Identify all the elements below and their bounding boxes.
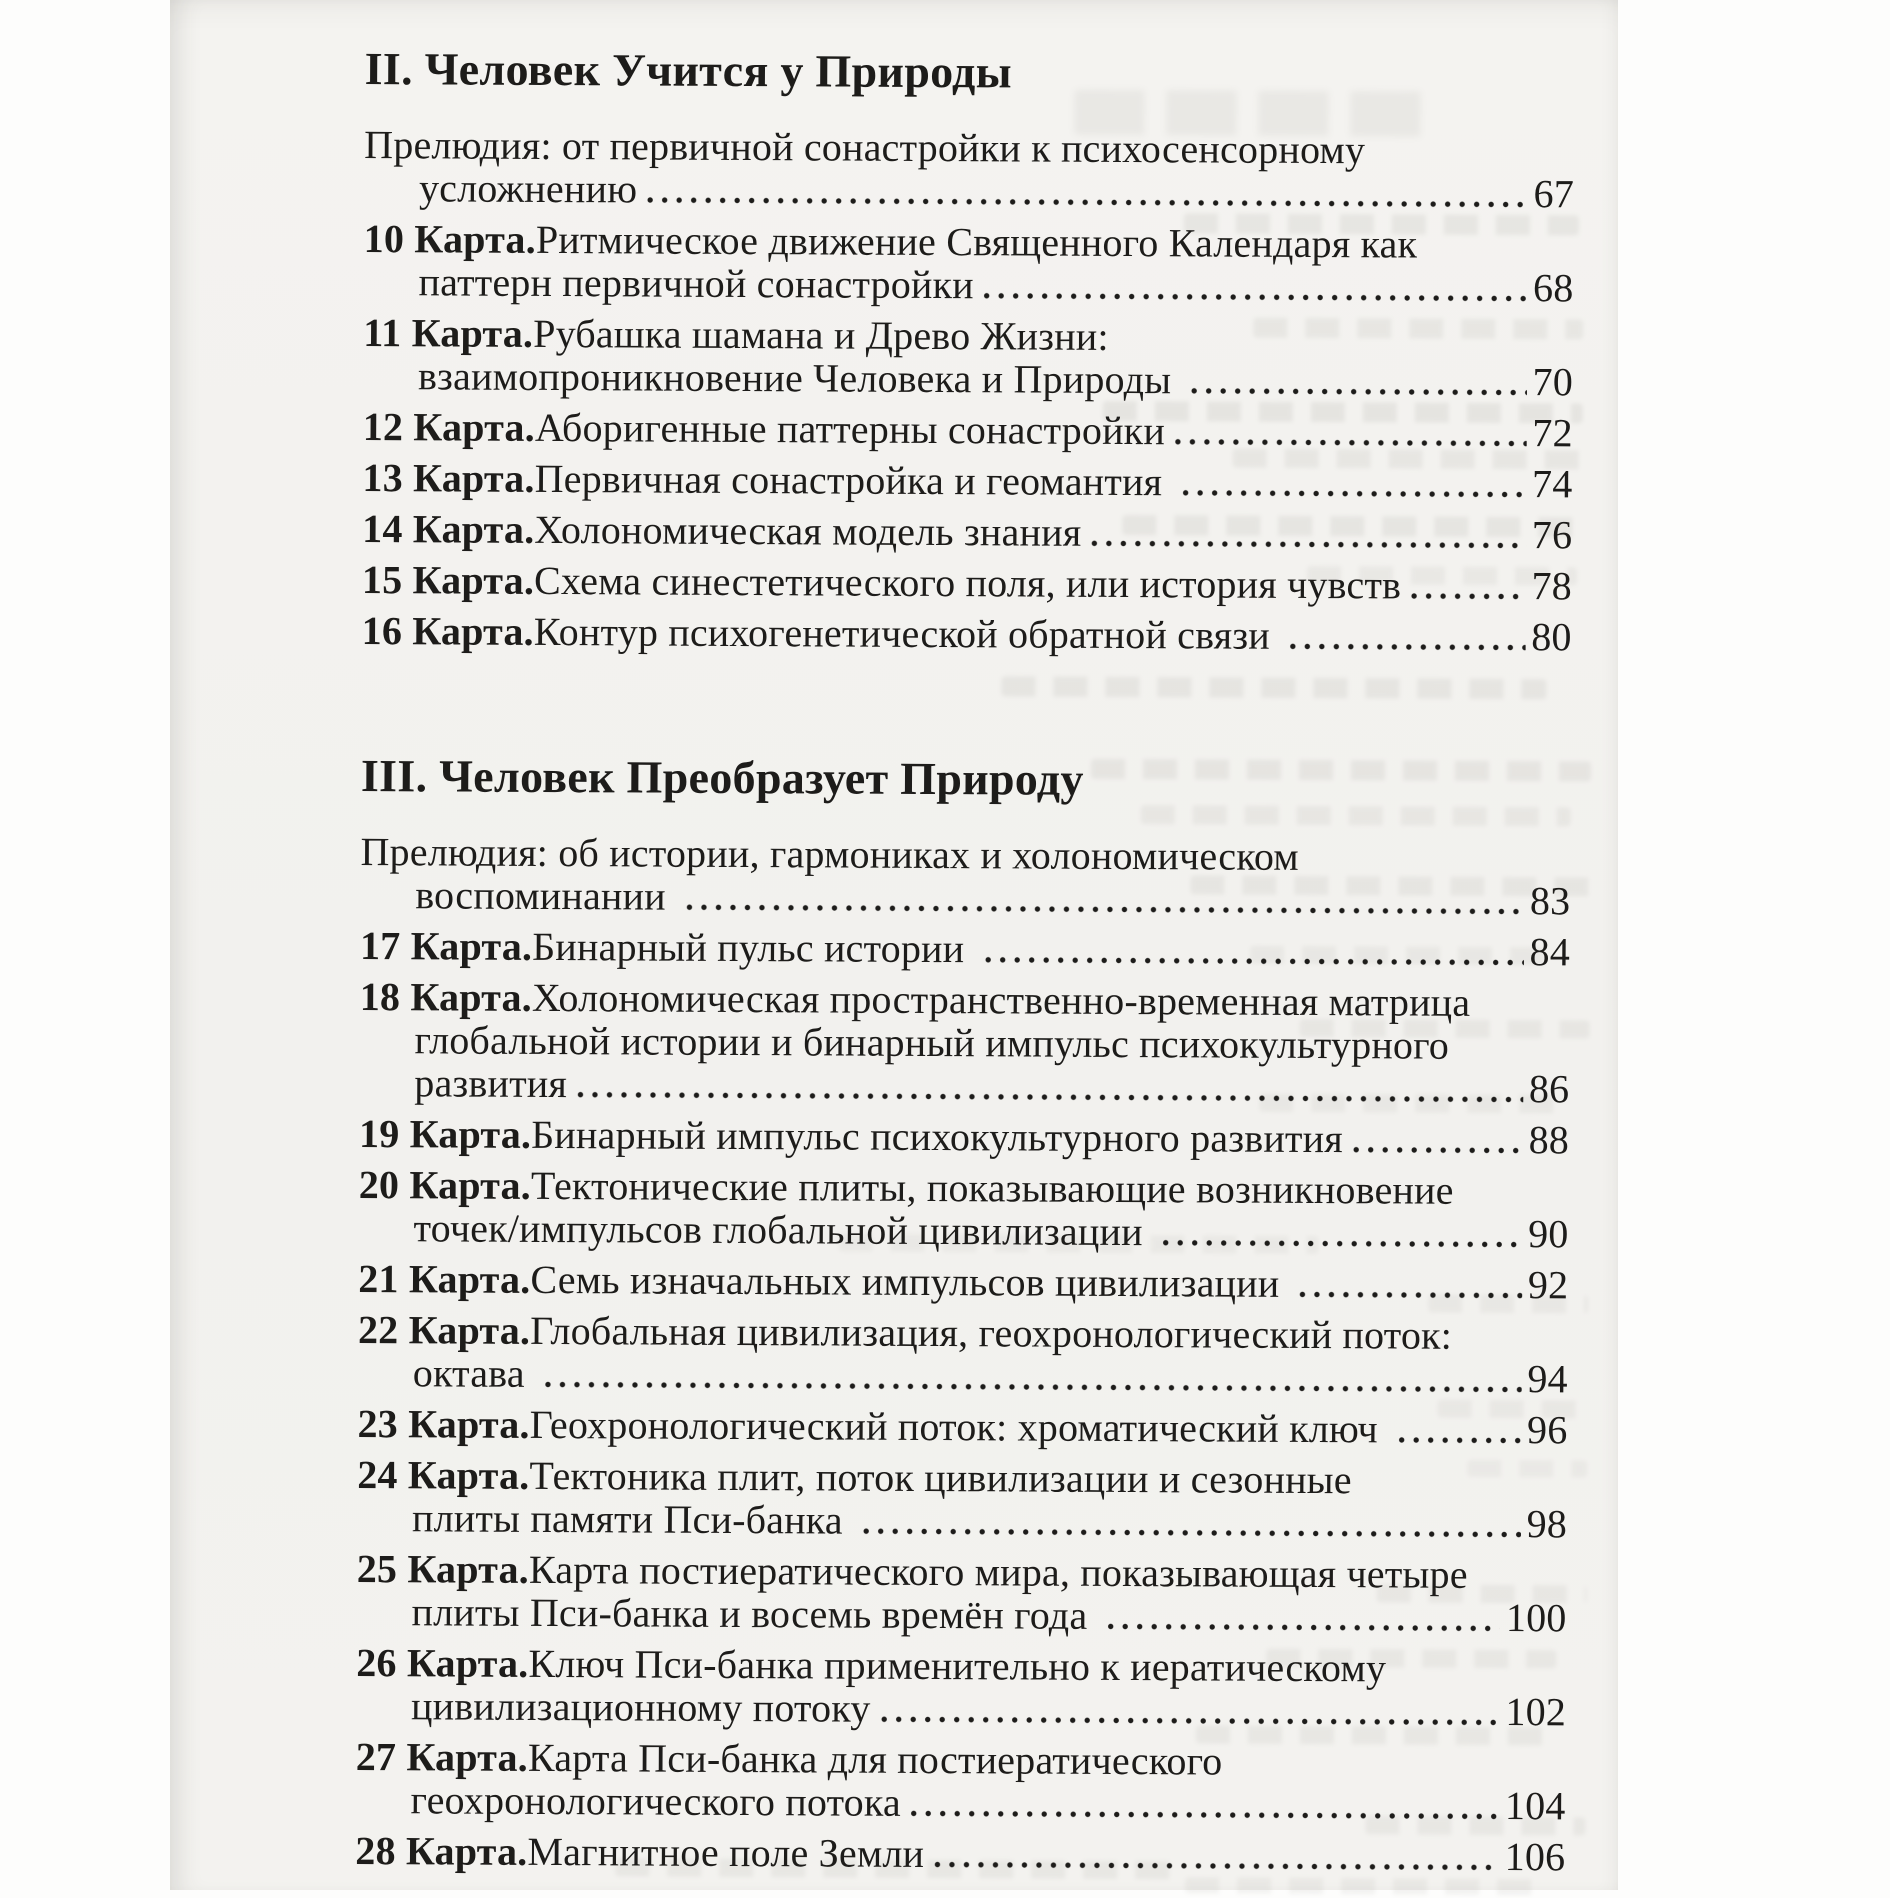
entry-number-label: 24 Карта. (357, 1452, 530, 1498)
toc-entry-line (362, 456, 1572, 505)
entry-title-text: Глобальная цивилизация, геохронологический поток: (530, 1307, 1453, 1358)
page-number: 102 (1505, 1689, 1567, 1735)
toc-entry (357, 1453, 1567, 1545)
entry-number-label: 14 Карта. (362, 506, 535, 552)
page-number: 86 (1528, 1066, 1570, 1112)
entry-number-label: 26 Карта. (356, 1639, 529, 1686)
entry-number-label: 13 Карта. (362, 455, 535, 501)
entry-title-text: паттерн первичной сонастройки (418, 259, 974, 308)
entry-title-text: Ритмическое движение Священного Календаря как (535, 216, 1418, 267)
toc-entry-line (355, 1778, 1565, 1827)
toc-entry-line (356, 1590, 1566, 1639)
dot-leader (1163, 1239, 1522, 1248)
page-number: 90 (1528, 1211, 1569, 1257)
bleed-through-layer (170, 0, 1618, 8)
toc-entry (359, 1112, 1569, 1161)
entry-title-text: Аборигенные паттерны сонастройки (534, 404, 1166, 454)
dot-leader (545, 1381, 1521, 1393)
entry-title-text: воспоминании (415, 872, 677, 919)
toc-entry-line (363, 260, 1573, 309)
toc-entry (359, 975, 1570, 1110)
toc-entry-line (360, 975, 1570, 1024)
toc-entry-line (363, 354, 1573, 403)
toc-entry (362, 456, 1572, 505)
toc-entry-line (360, 873, 1570, 922)
entry-number-label: 19 Карта. (358, 1111, 532, 1157)
entry-title-text: глобальной истории и бинарный импульс психокультурного (414, 1017, 1450, 1068)
entry-title-text: усложнению (418, 165, 638, 212)
toc-entry (364, 123, 1574, 215)
entry-title-text: геохронологического потока (410, 1777, 902, 1825)
toc-entry (356, 1641, 1566, 1733)
dot-leader (863, 1528, 1521, 1538)
page-number: 104 (1504, 1783, 1566, 1829)
entry-title-text: Холономическая пространственно-временная матрица (531, 974, 1471, 1025)
toc-entry (360, 924, 1570, 973)
toc-entry (355, 1735, 1565, 1827)
toc-entry-line (360, 924, 1570, 973)
entry-title-text: Рубашка шамана и Древо Жизни: (533, 310, 1109, 359)
dot-leader (1191, 387, 1526, 396)
toc-entry (362, 609, 1572, 658)
page-number: 80 (1531, 614, 1572, 660)
entry-title-text: Первичная сонастройка и геомантия (534, 455, 1173, 505)
entry-title-text: Бинарный импульс психокультурного развития (531, 1111, 1343, 1162)
entry-title-text: развития (414, 1060, 568, 1107)
entry-number-label: 12 Карта. (362, 404, 536, 450)
dot-leader (1175, 438, 1526, 447)
table-of-contents (355, 41, 1575, 1886)
section-gap (361, 660, 1571, 754)
toc-entry (360, 830, 1570, 922)
entry-title-text: цивилизационному потоку (410, 1683, 871, 1731)
page-number: 88 (1528, 1117, 1570, 1163)
entry-number-label: 15 Карта. (361, 557, 535, 603)
dot-leader (881, 1716, 1500, 1726)
entry-number-label: 21 Карта. (358, 1256, 531, 1302)
page-number: 100 (1505, 1595, 1567, 1641)
entry-number-label: 16 Карта. (361, 608, 534, 654)
entry-number-label: 27 Карта. (355, 1733, 529, 1780)
dot-leader (1353, 1146, 1523, 1154)
page-number: 94 (1527, 1356, 1568, 1402)
section-heading: III. Человек Преобразует Природу (360, 750, 1084, 805)
dot-leader (647, 197, 1527, 209)
entry-title-text: Магнитное поле Земли (527, 1828, 925, 1876)
entry-number-label: 22 Карта. (357, 1307, 531, 1353)
page-number: 78 (1531, 563, 1573, 609)
toc-entry (363, 311, 1573, 403)
entry-title-text: Семь изначальных импульсов цивилизации (530, 1256, 1290, 1306)
dot-leader (577, 1091, 1523, 1103)
entry-title-text: Прелюдия: от первичной сонастройки к психосенсорному (364, 122, 1366, 173)
toc-entry-line (360, 830, 1570, 879)
entry-title-text: Карта постиератического мира, показывающая четыре (528, 1546, 1468, 1597)
toc-entry-line (358, 1257, 1568, 1306)
entry-title-text: октава (412, 1350, 536, 1396)
dot-leader (1300, 1291, 1522, 1299)
entry-title-text: Карта Пси-банка для постиератического (527, 1734, 1223, 1784)
toc-entry (362, 507, 1572, 556)
toc-entry-line (363, 405, 1573, 454)
toc-entry-line (358, 1308, 1568, 1357)
book-page (170, 0, 1618, 1890)
toc-entry-line (362, 507, 1572, 556)
entry-title-text: точек/импульсов глобальной цивилизации (413, 1205, 1154, 1255)
toc-entry (357, 1402, 1567, 1451)
toc-entry-line (358, 1206, 1568, 1255)
entry-number-label: 11 Карта. (363, 310, 534, 356)
entry-title-text: Геохронологический поток: хроматический ключ (529, 1401, 1389, 1452)
toc-entry-line (357, 1496, 1567, 1545)
toc-entry-line (357, 1453, 1567, 1502)
dot-leader (934, 1861, 1499, 1871)
dot-leader (984, 292, 1527, 302)
entry-title-text: Бинарный пульс истории (532, 923, 975, 972)
toc-entry-line (359, 1061, 1569, 1110)
toc-entry (358, 1163, 1568, 1255)
entry-number-label: 20 Карта. (358, 1162, 532, 1208)
entry-title-text: Холономическая модель знания (534, 506, 1082, 555)
toc-entry (358, 1308, 1568, 1400)
page-number: 67 (1533, 171, 1575, 217)
page-number: 84 (1529, 929, 1571, 975)
toc-entry (362, 558, 1572, 607)
toc-entry-line (364, 217, 1574, 266)
toc-entry-line (364, 123, 1574, 172)
entry-title-text: Ключ Пси-банка применительно к иератическому (528, 1640, 1387, 1691)
entry-title-text: плиты Пси-банка и восемь времён года (411, 1589, 1098, 1638)
dot-leader (1091, 540, 1525, 549)
toc-entry (358, 1257, 1568, 1306)
dot-leader (984, 956, 1523, 966)
toc-entry-line (359, 1163, 1569, 1212)
page-number: 68 (1532, 265, 1574, 311)
toc-entry-line (356, 1735, 1566, 1784)
page-number: 83 (1529, 878, 1571, 924)
page-number: 76 (1531, 512, 1573, 558)
entry-number-label: 25 Карта. (356, 1545, 530, 1592)
toc-entry-line (359, 1018, 1569, 1067)
entry-title-text: взаимопроникновение Человека и Природы (417, 353, 1182, 403)
dot-leader (1411, 593, 1525, 601)
entry-title-text: плиты памяти Пси-банка (411, 1495, 854, 1543)
entry-title-text: Контур психогенетической обратной связи (533, 608, 1281, 658)
toc-entry-line (357, 1547, 1567, 1596)
toc-entry-line (358, 1351, 1568, 1400)
toc-entry (363, 405, 1573, 454)
dot-leader (911, 1810, 1499, 1820)
toc-entry-line (357, 1402, 1567, 1451)
page-number: 72 (1532, 410, 1573, 456)
section-heading: II. Человек Учится у Природы (364, 43, 1013, 98)
toc-entry-line (363, 311, 1573, 360)
page-number: 106 (1504, 1834, 1566, 1880)
toc-entry-line (356, 1684, 1566, 1733)
page-tilt-wrapper (160, 0, 1618, 1898)
page-number: 96 (1527, 1407, 1568, 1453)
toc-entry (355, 1829, 1565, 1878)
dot-leader (1108, 1623, 1500, 1632)
page-number: 70 (1532, 359, 1574, 405)
dot-leader (1290, 643, 1525, 651)
toc-entry-line (364, 166, 1574, 215)
entry-number-label: 23 Карта. (357, 1401, 530, 1447)
entry-title-text: Схема синестетического поля, или история чувств (533, 557, 1402, 608)
entry-title-text: Тектоника плит, поток цивилизации и сезонные (529, 1452, 1352, 1503)
page-number: 74 (1531, 461, 1573, 507)
toc-entry-line (359, 1112, 1569, 1161)
toc-entry-line (362, 558, 1572, 607)
entry-number-label: 10 Карта. (363, 216, 537, 262)
entry-number-label: 18 Карта. (359, 974, 533, 1020)
toc-entry-line (355, 1829, 1565, 1878)
dot-leader (1182, 489, 1526, 498)
toc-entry-line (356, 1641, 1566, 1690)
toc-entry (363, 217, 1573, 309)
dot-leader (1398, 1436, 1521, 1444)
entry-title-text: Прелюдия: об истории, гармониках и холономическом (360, 829, 1299, 879)
entry-title-text: Тектонические плиты, показывающие возникновение (530, 1162, 1454, 1213)
dot-leader (686, 904, 1524, 915)
entry-number-label: 28 Карта. (355, 1827, 528, 1874)
entry-number-label: 17 Карта. (359, 923, 533, 969)
page-number: 92 (1527, 1262, 1569, 1308)
toc-entry-line (362, 609, 1572, 658)
page-number: 98 (1526, 1501, 1568, 1547)
toc-entry (356, 1547, 1566, 1639)
